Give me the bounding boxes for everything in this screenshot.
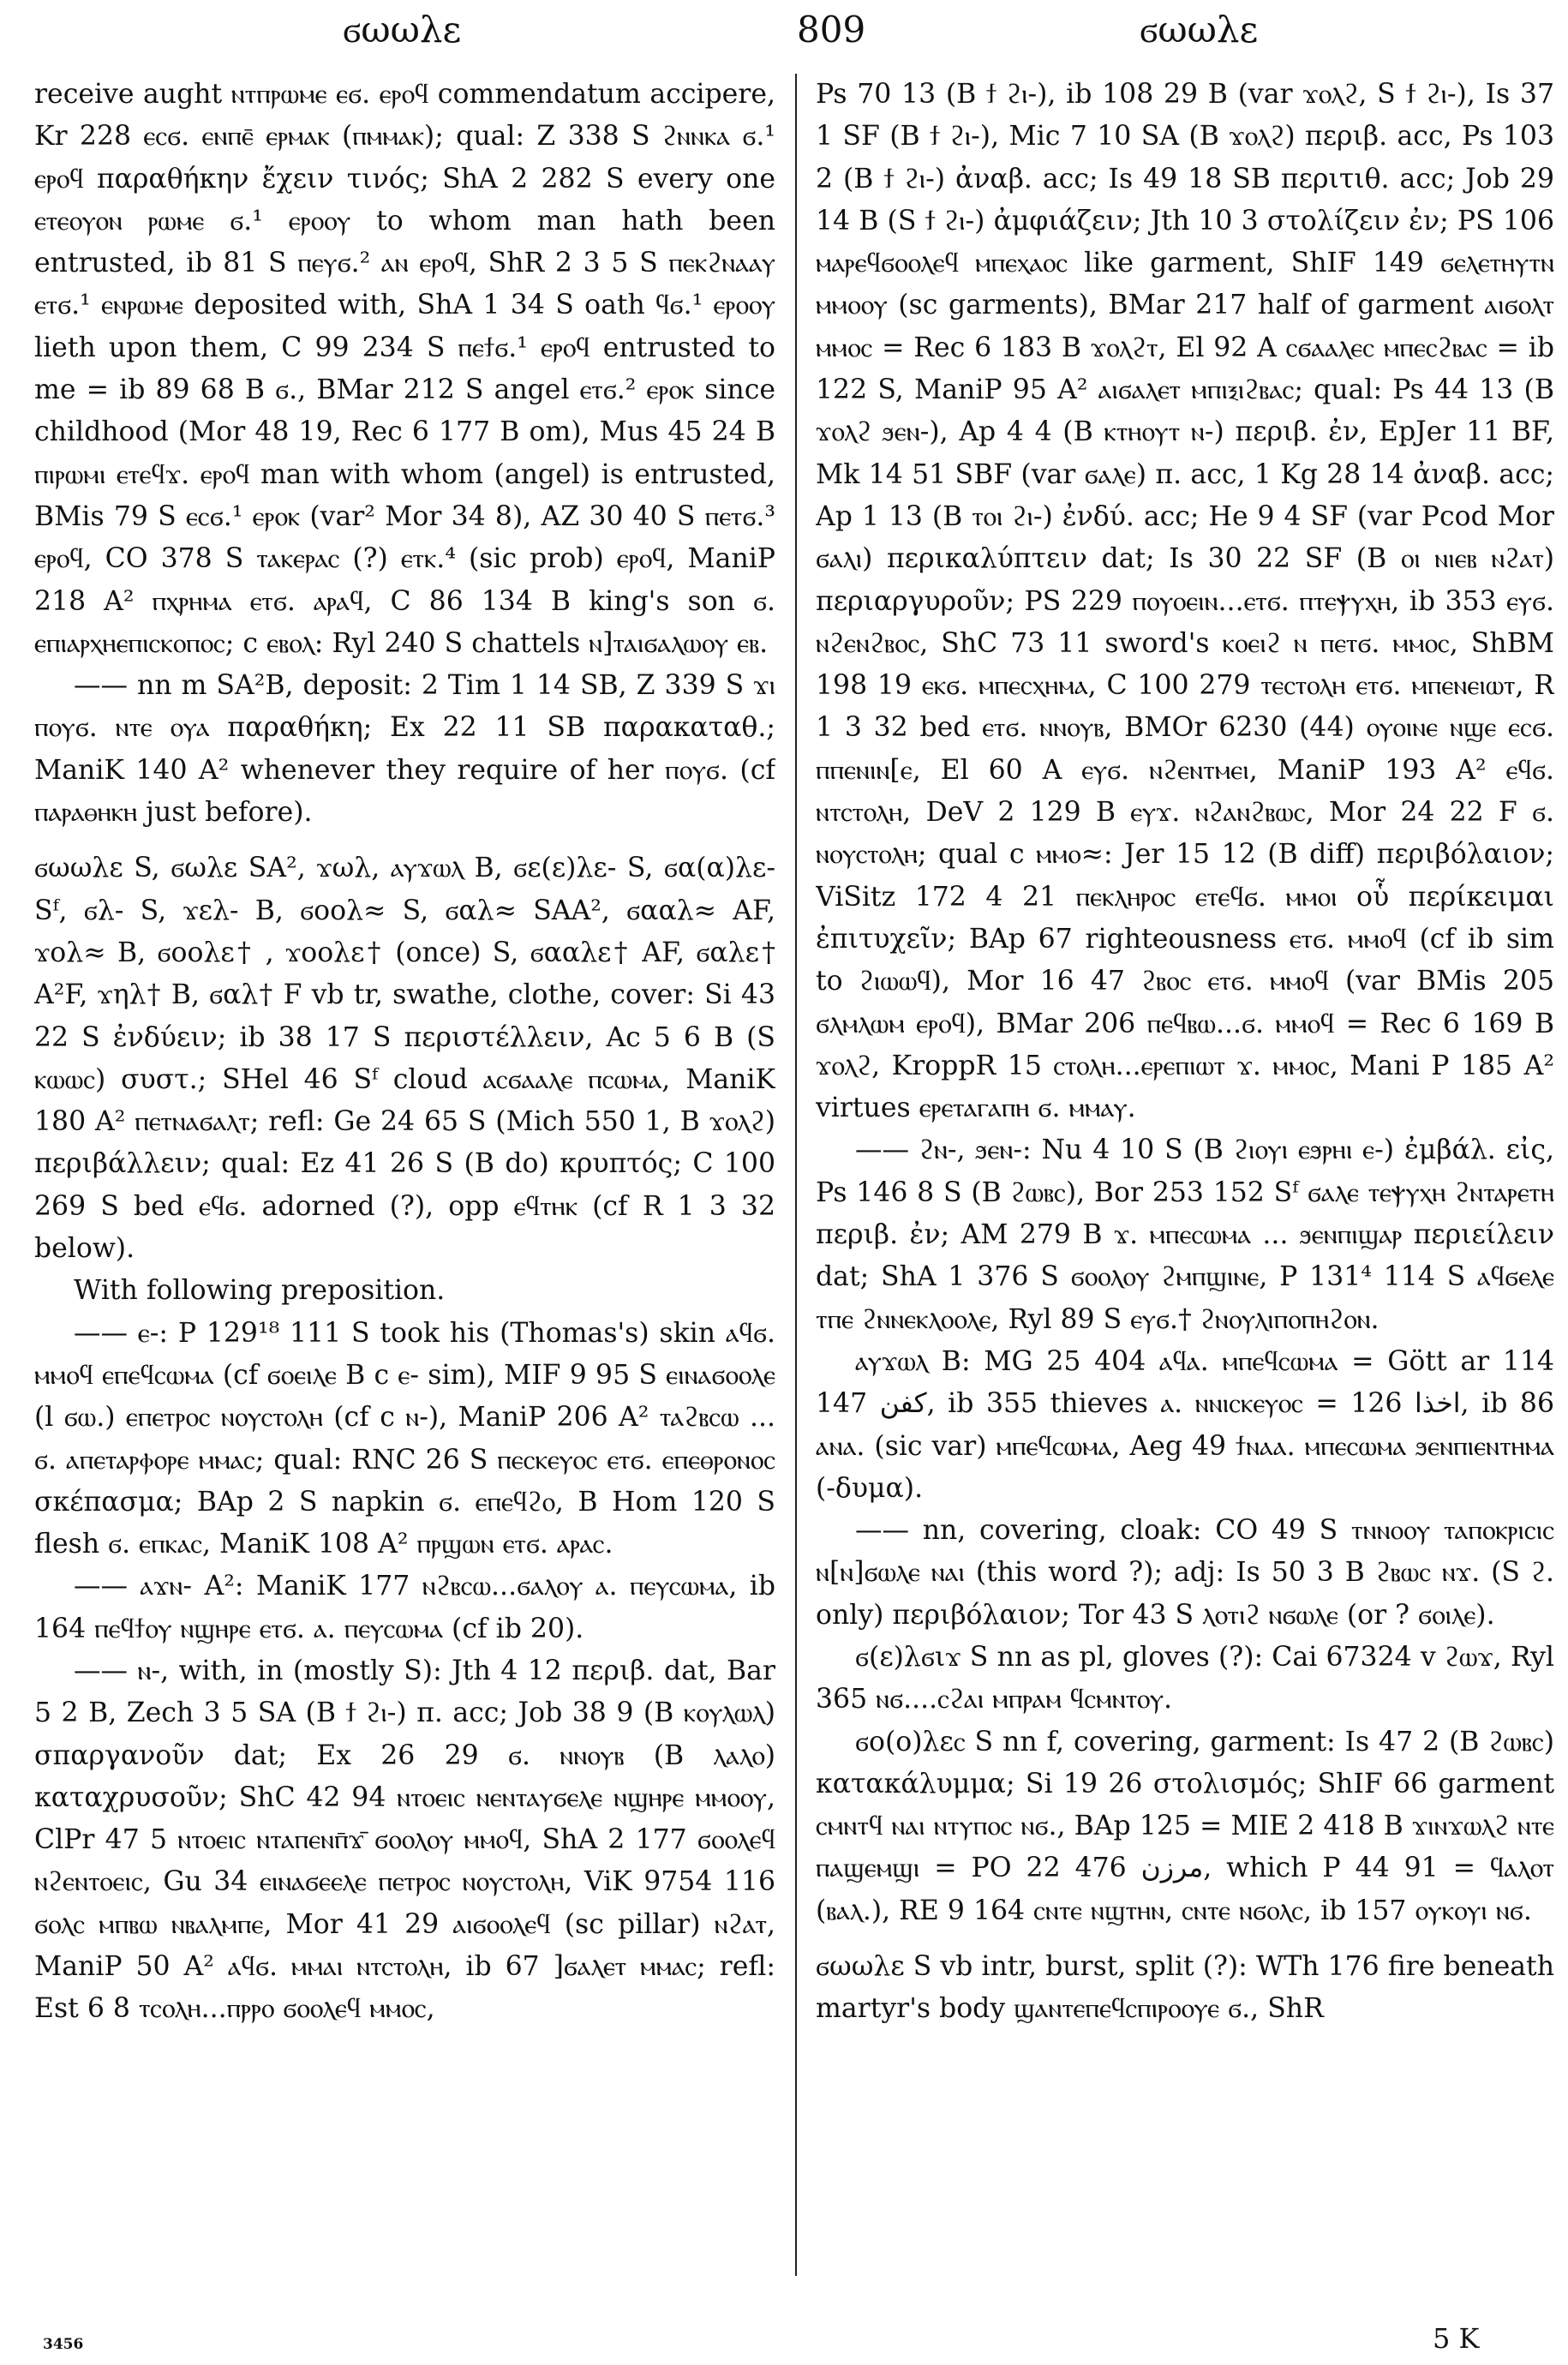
headword-entry: ϭωωλε S, ϭωλε SA², ϫωλ, ⲁⲩϫⲱⲗ B, ϭε(ε)λε- S, ϭα(α)λε- Sᶠ, ϭλ- S, ϫελ- B, ϭοολ≈ S, ϭαλ≈ SAA², ϭααλ≈ AF, ϫολ≈ B, ϭοολε† , ϫοολε† (once) S, ϭααλε† AF, ϭαλε† A²F, ϫηλ† B, ϭαλ† F vb tr, swathe, clothe, cover: Si 43 22 S ἐνδύειν; ib 38 17 S περιστέλλειν, Ac 5 6 B (S ⲕⲱⲱⲥ) συστ.; SHel 46 Sᶠ cloud ⲁⲥϭⲁⲁⲗⲉ ⲡⲥⲱⲙⲁ, ManiK 180 A² ⲡⲉⲧⲛⲁϭⲁⲗⲧ; refl: Ge 24 65 S (Mich 550 1, B ϫⲟⲗϩ) περιβάλλειν; qual: Ez 41 26 S (B do) κρυπτός; C 100 269 S bed ⲉϥϭ. adorned (?), opp ⲉϥⲧⲏⲕ (cf R 1 3 32 below). [34, 853, 775, 1265]
page-number: 809 [797, 9, 866, 51]
entry-paragraph: ϭ(ε)λϭιϫ S nn as pl, gloves (?): Cai 67324 v ϩⲱϫ, Ryl 365 ⲛϭ....ⲥϩⲁⲓ ⲙⲡⲣⲁⲙ ϥⲥⲙⲛⲧⲟⲩ. [816, 1641, 1554, 1715]
entry-paragraph: —— ⲁϫⲛ- A²: ManiK 177 ⲛϩⲃⲥⲱ...ϭⲁⲗⲟⲩ ⲁ. ⲡⲉⲩⲥⲱⲙⲁ, ib 164 ⲡⲉϥϯⲟⲩ ⲛϣⲏⲣⲉ ⲉⲧϭ. ⲁ. ⲡⲉⲩⲥⲱⲙⲁ (cf ib 20). [34, 1571, 775, 1644]
entry-paragraph: —— nn, covering, cloak: CO 49 S ⲧⲛⲛⲟⲟⲩ ⲧⲁⲡⲟⲕⲣⲓⲥⲓⲥ ⲛ[ⲛ]ϭⲱⲗⲉ ⲛⲁⲓ (this word ?); adj: Is 50 3 B ϩⲃⲱⲥ ⲛϫ. (S ϩ. only) περιβόλαιον; Tor 43 S ⲗⲟⲧⲓϩ ⲛϭⲱⲗⲉ (or ? ϭⲟⲓⲗⲉ). [816, 1515, 1554, 1631]
header-right-headword: ϭωωλε [1140, 9, 1259, 51]
entry-paragraph: receive aught ⲛⲧⲡⲣⲱⲙⲉ ⲉϭ. ⲉⲣⲟϥ commendatum accipere, Kr 228 ⲉⲥϭ. ⲉⲛⲡⲉ̄ ⲉⲣⲙⲁⲕ (ⲡⲙⲙⲁⲕ); qual: Z 338 S ϩⲛⲛⲕⲁ ϭ.¹ ⲉⲣⲟϥ παραθήκην ἔχειν τινός; ShA 2 282 S every one ⲉⲧⲉⲟⲩⲟⲛ ⲣⲱⲙⲉ ϭ.¹ ⲉⲣⲟⲟⲩ to whom man hath been entrusted, ib 81 S ⲡⲉⲩϭ.² ⲁⲛ ⲉⲣⲟϥ, ShR 2 3 5 S ⲡⲉⲕϩⲛⲁⲁⲩ ⲉⲧϭ.¹ ⲉⲛⲣⲱⲙⲉ deposited with, ShA 1 34 S oath ϥϭ.¹ ⲉⲣⲟⲟⲩ lieth upon them, C 99 234 S ⲡⲉϯϭ.¹ ⲉⲣⲟϥ entrusted to me = ib 89 68 B ϭ., BMar 212 S angel ⲉⲧϭ.² ⲉⲣⲟⲕ since childhood (Mor 48 19, Rec 6 177 B om), Mus 45 24 B ⲡⲓⲣⲱⲙⲓ ⲉⲧⲉϥϫ. ⲉⲣⲟϥ man with whom (angel) is entrusted, BMis 79 S ⲉⲥϭ.¹ ⲉⲣⲟⲕ (var² Mor 34 8), AZ 30 40 S ⲡⲉⲧϭ.³ ⲉⲣⲟϥ, CO 378 S ⲧⲁⲕⲉⲣⲁⲥ (?) ⲉⲧⲕ.⁴ (sic prob) ⲉⲣⲟϥ, ManiP 218 A² ⲡⲭⲣⲏⲙⲁ ⲉⲧϭ. ⲁⲣⲁϥ, C 86 134 B king's son ϭ. ⲉⲡⲓⲁⲣⲭⲏⲉⲡⲓⲥⲕⲟⲡⲟⲥ; c ⲉⲃⲟⲗ: Ryl 240 S chattels ⲛ]ⲧⲁⲓϭⲁⲗⲱⲟⲩ ⲉⲃ. [34, 79, 775, 659]
entry-paragraph: With following preposition. [74, 1275, 446, 1307]
right-column [816, 74, 1554, 2284]
entry-paragraph: —— nn m SA²B, deposit: 2 Tim 1 14 SB, Z 339 S ϫⲓ ⲡⲟⲩϭ. ⲛⲧⲉ ⲟⲩⲁ παραθήκη; Ex 22 11 SB παρακαταθ.; ManiK 140 A² whenever they require of her ⲡⲟⲩϭ. (cf ⲡⲁⲣⲁⲑⲏⲕⲏ just before). [34, 670, 775, 829]
entry-paragraph: ⲁⲩϫⲱⲗ B: MG 25 404 ⲁϥⲁ. ⲙⲡⲉϥⲥⲱⲙⲁ = Gött ar 114 147 كفن, ib 355 thieves ⲁ. ⲛⲛⲓⲥⲕⲉⲩⲟⲥ = 126 اخذا, ib 86 ⲁⲛⲁ. (sic var) ⲙⲡⲉϥⲥⲱⲙⲁ, Aeg 49 ϯⲛⲁⲁ. ⲙⲡⲉⲥⲱⲙⲁ ϧⲉⲛⲡⲓⲉⲛⲧⲏⲙⲁ (-δυμα). [816, 1345, 1554, 1504]
column-divider [795, 74, 797, 2276]
print-code: 3456 [43, 2336, 84, 2353]
entry-paragraph: —— ⲛ-, with, in (mostly S): Jth 4 12 περιβ. dat, Bar 5 2 B, Zech 3 5 SA (B ϯ ϩⲓ-) π. acc; Job 38 9 (B ⲕⲟⲩⲗⲱⲗ) σπαργανοῦν dat; Ex 26 29 ϭ. ⲛⲛⲟⲩⲃ (B ⲗⲁⲗⲟ) καταχρυσοῦν; ShC 42 94 ⲛⲧⲟⲉⲓⲥ ⲛⲉⲛⲧⲁⲩϭⲉⲗⲉ ⲛϣⲏⲣⲉ ⲙⲙⲟⲟⲩ, ClPr 47 5 ⲛⲧⲟⲉⲓⲥ ⲛⲧⲁⲡⲉⲛⲡ̄ϫ̄ ϭⲟⲟⲗⲟⲩ ⲙⲙⲟϥ, ShA 2 177 ϭⲟⲟⲗⲉϥ ⲛϩⲉⲛⲧⲟⲉⲓⲥ, Gu 34 ⲉⲓⲛⲁϭⲉⲉⲗⲉ ⲡⲉⲧⲣⲟⲥ ⲛⲟⲩⲥⲧⲟⲗⲏ, ViK 9754 116 ϭⲟⲗⲥ ⲙⲡⲃⲱ ⲛⲃⲁⲗⲙⲡⲉ, Mor 41 29 ⲁⲓϭⲟⲟⲗⲉϥ (sc pillar) ⲛϩⲁⲧ, ManiP 50 A² ⲁϥϭ. ⲙⲙⲁⲓ ⲛⲧⲥⲧⲟⲗⲏ, ib 67 ]ϭⲁⲗⲉⲧ ⲙⲙⲁⲥ; refl: Est 6 8 ⲧⲥⲟⲗⲏ...ⲡⲣⲣⲟ ϭⲟⲟⲗⲉϥ ⲙⲙⲟⲥ, [34, 1655, 775, 2025]
entry-paragraph: ϭο(ο)λεⲥ S nn f, covering, garment: Is 47 2 (B ϩⲱⲃⲥ) κατακάλυμμα; Si 19 26 στολισμός; ShIF 66 garment ⲥⲙⲛⲧϥ ⲛⲁⲓ ⲛⲧⲩⲡⲟⲥ ⲛϭ., BAp 125 = MIE 2 418 B ϫⲓⲛϫⲱⲗϩ ⲛⲧⲉ ⲡⲁϣⲉⲙϣⲓ = PO 22 476 مرزن, which P 44 91 = ϥⲁⲗⲟⲧ (ⲃⲁⲗ.), RE 9 164 ⲥⲛⲧⲉ ⲛϣⲧⲏⲛ, ⲥⲛⲧⲉ ⲛϭⲟⲗⲥ, ib 157 ⲟⲩⲕⲟⲩⲓ ⲛϭ. [816, 1726, 1554, 1926]
entry-paragraph: —— ϩⲛ-, ϧⲉⲛ-: Nu 4 10 S (B ϩⲓⲟⲩⲓ ⲉϧⲣⲏⲓ ⲉ-) ἐμβάλ. εἰς, Ps 146 8 S (B ϩⲱⲃⲥ), Bor 253 152 Sᶠ ϭⲁⲗⲉ ⲧⲉⲯⲩⲭⲏ ϩⲛⲧⲁⲣⲉⲧⲏ περιβ. ἐν; AM 279 B ϫ. ⲙⲡⲉⲥⲱⲙⲁ ... ϧⲉⲛⲡⲓϣⲁⲣ περιείλειν dat; ShA 1 376 S ϭⲟⲟⲗⲟⲩ ϩⲙⲡϣⲓⲛⲉ, P 131⁴ 114 S ⲁϥϭⲉⲗⲉ ⲧⲡⲉ ϩⲛⲛⲉⲕⲗⲟⲟⲗⲉ, Ryl 89 S ⲉⲩϭ.† ϩⲛⲟⲩⲗⲓⲡⲟⲡⲏϩⲟⲛ. [816, 1135, 1554, 1335]
header-left-headword: ϭωωλε [343, 9, 462, 51]
entry-paragraph: Ps 70 13 (B ϯ ϩⲓ-), ib 108 29 B (var ϫⲟⲗϩ, S ϯ ϩⲓ-), Is 37 1 SF (B ϯ ϩⲓ-), Mic 7 10 SA (B ϫⲟⲗϩ) περιβ. acc, Ps 103 2 (B ϯ ϩⲓ-) ἀναβ. acc; Is 49 18 SB περιτιθ. acc; Job 29 14 B (S ϯ ϩⲓ-) ἀμφιάζειν; Jth 10 3 στολίζειν ἐν; PS 106 ⲙⲁⲣⲉϥϭⲟⲟⲗⲉϥ ⲙⲡⲉⲭⲁⲟⲥ like garment, ShIF 149 ϭⲉⲗⲉⲧⲏⲩⲧⲛ ⲙⲙⲟⲟⲩ (sc garments), BMar 217 half of garment ⲁⲓϭⲟⲗⲧ ⲙⲙⲟⲥ = Rec 6 183 B ϫⲟⲗϩⲧ, El 92 A ⲥϭⲁⲁⲗⲉⲥ ⲙⲡⲉⲥϩⲃⲁⲥ = ib 122 S, ManiP 95 A² ⲁⲓϭⲁⲗⲉⲧ ⲙⲡⲓⲝⲓϩⲃⲁⲥ; qual: Ps 44 13 (B ϫⲟⲗϩ ϧⲉⲛ-), Ap 4 4 (B ⲕⲧⲏⲟⲩⲧ ⲛ-) περιβ. ἐν, EpJer 11 BF, Mk 14 51 SBF (var ϭⲁⲗⲉ) π. acc, 1 Kg 28 14 ἀναβ. acc; Ap 1 13 (B ⲧⲟⲓ ϩⲓ-) ἐνδύ. acc; He 9 4 SF (var Pcod Mor ϭⲁⲗⲓ) περικαλύπτειν dat; Is 30 22 SF (B ⲟⲓ ⲛⲓⲉⲃ ⲛϩⲁⲧ) περιαργυροῦν; PS 229 ⲡⲟⲩⲟⲉⲓⲛ...ⲉⲧϭ. ⲡⲧⲉⲯⲩⲭⲏ, ib 353 ⲉⲩϭ. ⲛϩⲉⲛϩⲃⲟⲥ, ShC 73 11 sword's ⲕⲟⲉⲓϩ ⲛ ⲡⲉⲧϭ. ⲙⲙⲟⲥ, ShBM 198 19 ⲉⲕϭ. ⲙⲡⲉⲥⲭⲏⲙⲁ, C 100 279 ⲧⲉⲥⲧⲟⲗⲏ ⲉⲧϭ. ⲙⲡⲉⲛⲉⲓⲱⲧ, R 1 3 32 bed ⲉⲧϭ. ⲛⲛⲟⲩⲃ, BMOr 6230 (44) ⲟⲩⲟⲓⲛⲉ ⲛϣⲉ ⲉⲥϭ. ⲡⲡⲉⲛⲓⲛ[ⲉ, El 60 A ⲉⲩϭ. ⲛϩⲉⲛⲧⲙⲉⲓ, ManiP 193 A² ⲉϥϭ. ⲛⲧⲥⲧⲟⲗⲏ, DeV 2 129 B ⲉⲩϫ. ⲛϩⲁⲛϩⲃⲱⲥ, Mor 24 22 F ϭ. ⲛⲟⲩⲥⲧⲟⲗⲏ; qual c ⲙⲙⲟ≈: Jer 15 12 (B diff) περιβόλαιον; ViSitz 172 4 21 ⲡⲉⲕⲗⲏⲣⲟⲥ ⲉⲧⲉϥϭ. ⲙⲙⲟⲓ οὗ περίκειμαι ἐπιτυχεῖν; BAp 67 righteousness ⲉⲧϭ. ⲙⲙⲟϥ (cf ib sim to ϩⲓⲱⲱϥ), Mor 16 47 ϩⲃⲟⲥ ⲉⲧϭ. ⲙⲙⲟϥ (var BMis 205 ϭⲗⲙⲗⲱⲙ ⲉⲣⲟϥ), BMar 206 ⲡⲉϥⲃⲱ...ϭ. ⲙⲙⲟϥ = Rec 6 169 B ϫⲟⲗϩ, KroppR 15 ⲥⲧⲟⲗⲏ...ⲉⲣⲉⲡⲓⲱⲧ ϫ. ⲙⲙⲟⲥ, Mani P 185 A² virtues ⲉⲣⲉⲧⲁⲅⲁⲡⲏ ϭ. ⲙⲙⲁⲩ. [816, 79, 1554, 1124]
page-header [34, 9, 1534, 60]
headword-entry: ϭωωλε S vb intr, burst, split (?): WTh 176 fire beneath martyr's body ϣⲁⲛⲧⲉⲡⲉϥⲥⲡⲓⲣⲟⲟⲩⲉ ϭ., ShR [816, 1951, 1554, 2025]
signature-mark: 5 K [1433, 2322, 1480, 2355]
left-column [34, 74, 775, 2284]
entry-paragraph: —— ⲉ-: P 129¹⁸ 111 S took his (Thomas's) skin ⲁϥϭ. ⲙⲙⲟϥ ⲉⲡⲉϥⲥⲱⲙⲁ (cf ϭⲟⲉⲓⲗⲉ B c ⲉ- sim), MIF 9 95 S ⲉⲓⲛⲁϭⲟⲟⲗⲉ (l ϭⲱ.) ⲉⲡⲉⲧⲣⲟⲥ ⲛⲟⲩⲥⲧⲟⲗⲏ (cf c ⲛ-), ManiP 206 A² ⲧⲁϩⲃⲥⲱ ... ϭ. ⲁⲡⲉⲧⲁⲣⲫⲟⲣⲉ ⲙⲙⲁⲥ; qual: RNC 26 S ⲡⲉⲥⲕⲉⲩⲟⲥ ⲉⲧϭ. ⲉⲡⲉⲑⲣⲟⲛⲟⲥ σκέπασμα; BAp 2 S napkin ϭ. ⲉⲡⲉϥϩⲟ, B Hom 120 S flesh ϭ. ⲉⲡⲕⲁⲥ, ManiK 108 A² ⲡⲣϣⲱⲛ ⲉⲧϭ. ⲁⲣⲁⲥ. [34, 1317, 775, 1560]
